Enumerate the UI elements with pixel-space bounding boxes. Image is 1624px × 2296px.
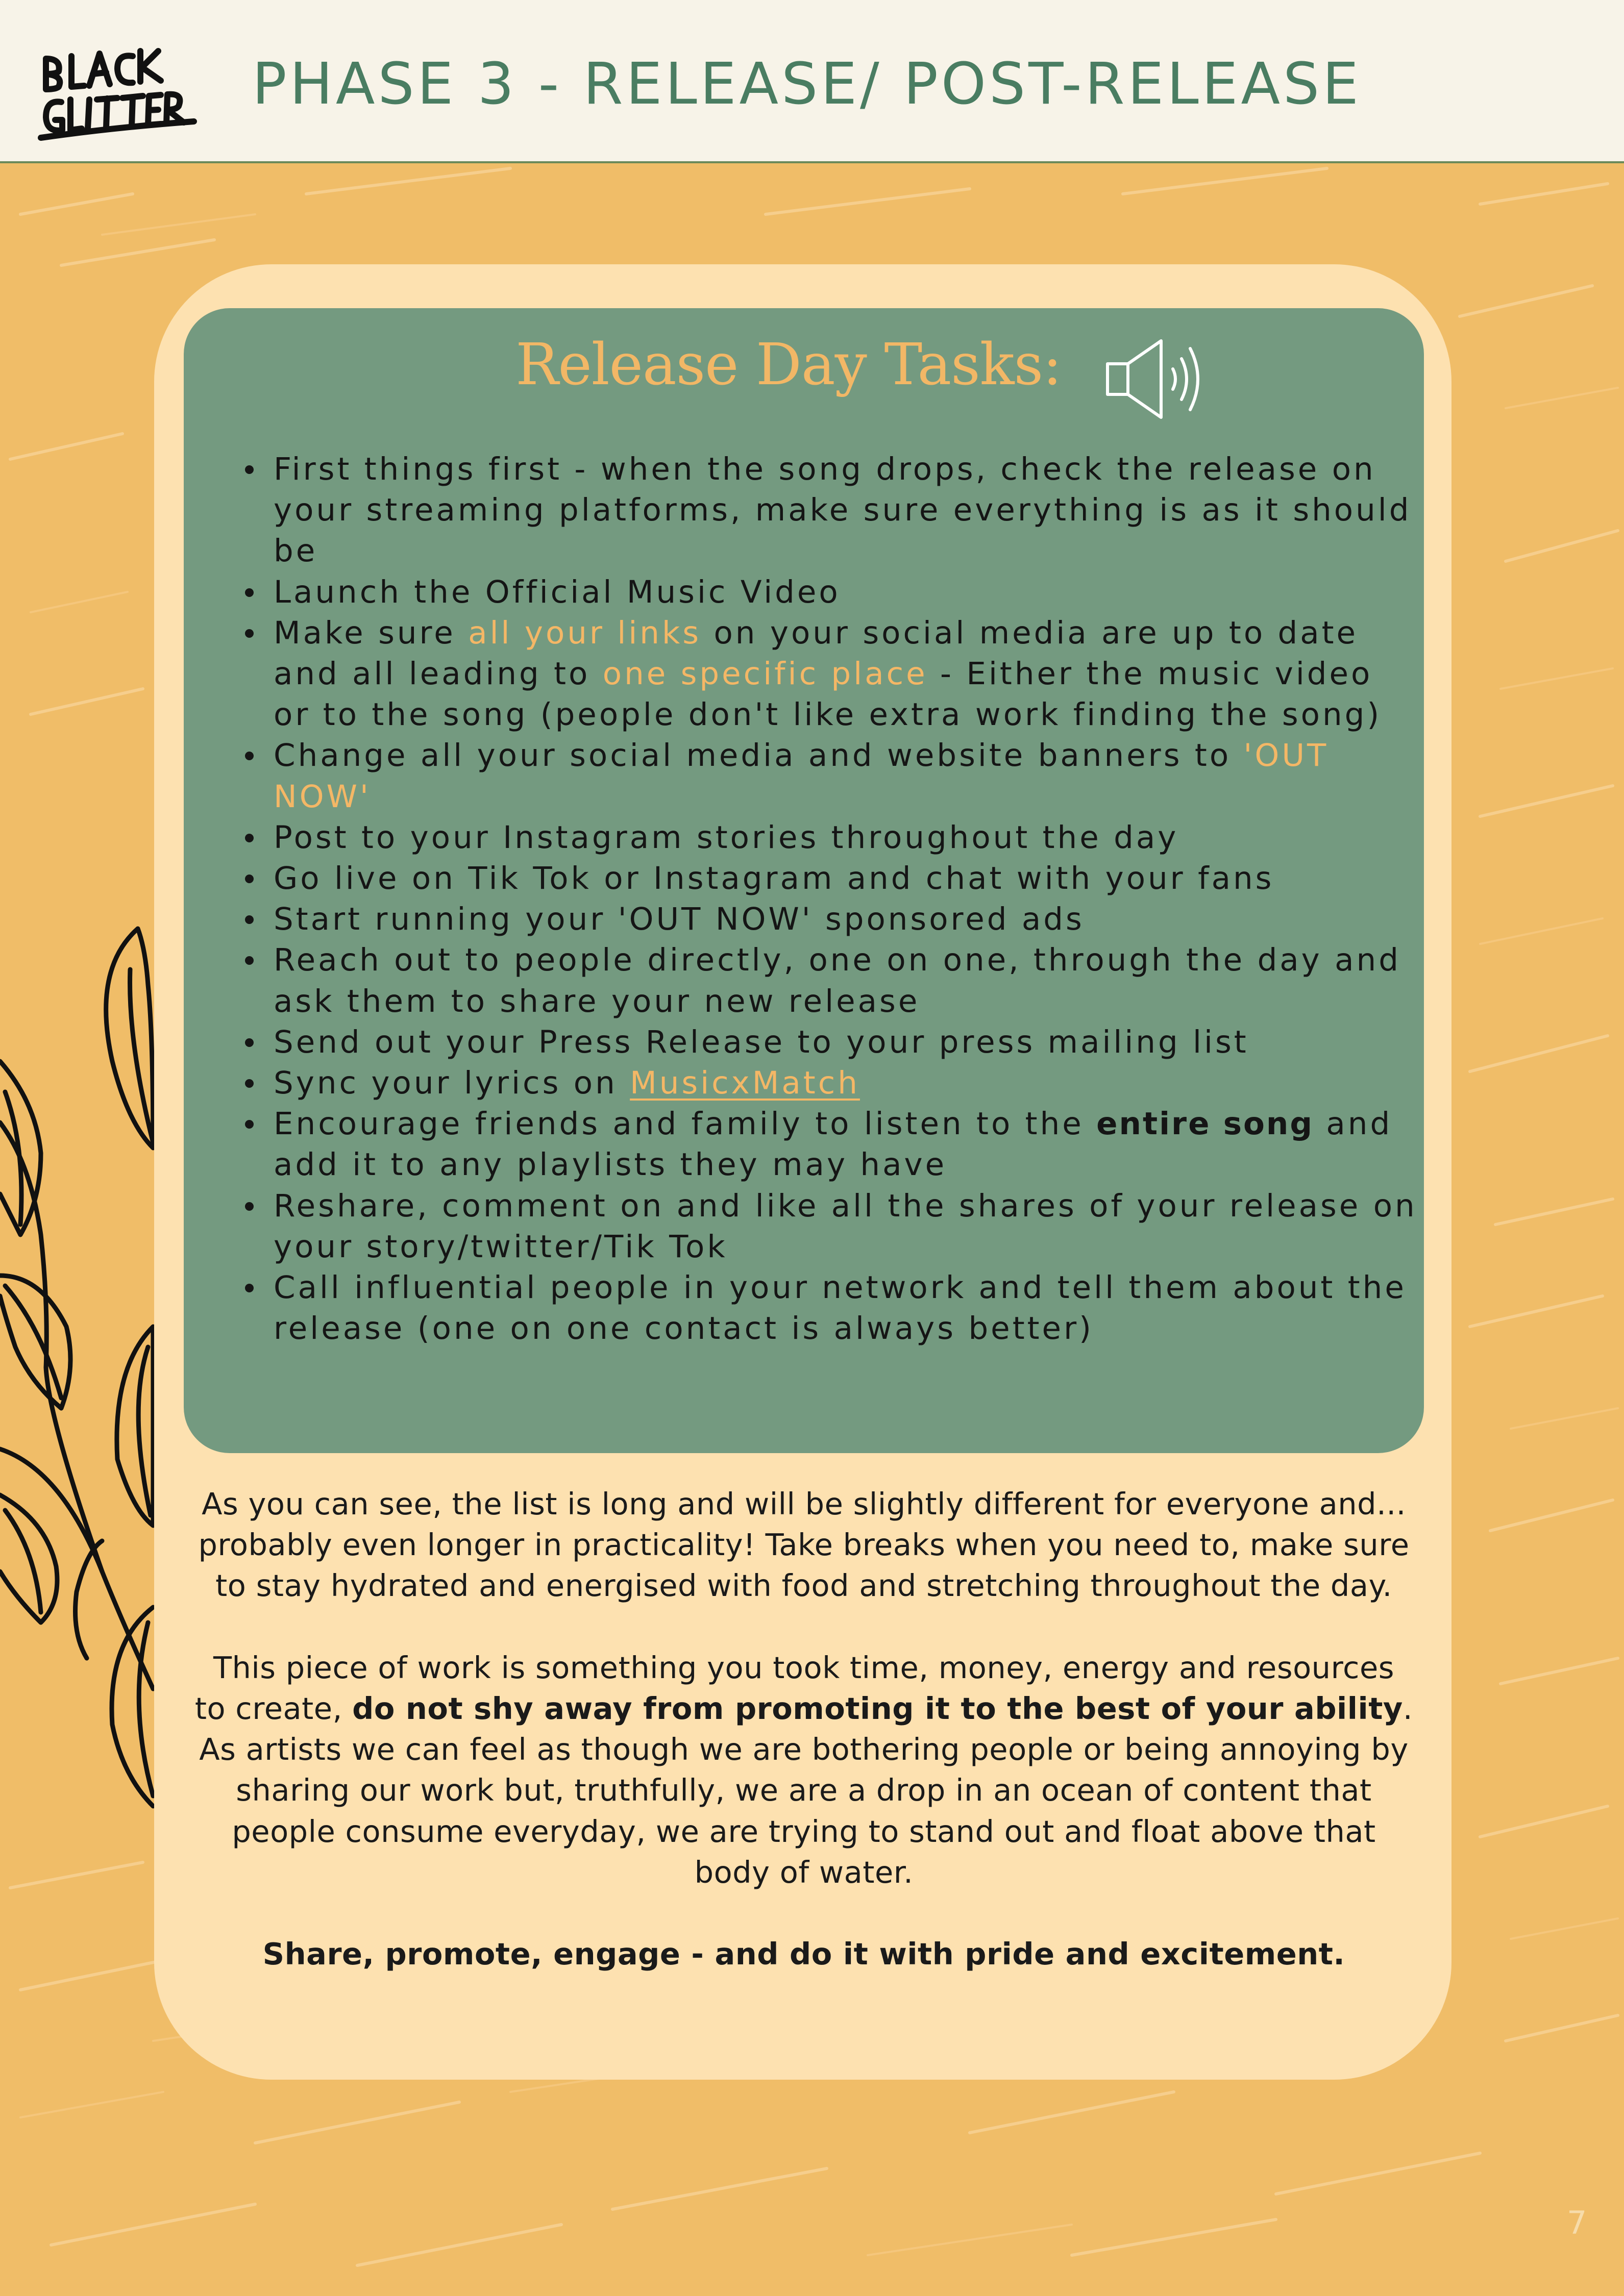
tasks-header bbox=[184, 332, 1424, 434]
list-item: Make sure all your links on your social media are up to date and all leading to one specific place - Either the music video or to the song (people don't like extra work finding the song) bbox=[274, 613, 1422, 736]
list-item: Send out your Press Release to your press mailing list bbox=[274, 1022, 1422, 1063]
plant-illustration bbox=[0, 908, 174, 1878]
highlight-text: one specific place bbox=[602, 656, 928, 692]
list-item: Change all your social media and website banners to 'OUT NOW' bbox=[274, 735, 1422, 817]
emphasis-text: do not shy away from promoting it to the best of your ability bbox=[352, 1691, 1403, 1726]
tasks-title: Release Day Tasks: bbox=[515, 332, 1062, 398]
list-item: First things first - when the song drops, check the release on your streaming platforms, make sure everything is as it should be bbox=[274, 449, 1422, 572]
list-item: Encourage friends and family to listen to the entire song and add it to any playlists they may have bbox=[274, 1104, 1422, 1185]
list-item: Go live on Tik Tok or Instagram and chat with your fans bbox=[274, 858, 1422, 899]
page-number: 7 bbox=[1567, 2204, 1587, 2241]
closing-statement: Share, promote, engage - and do it with pride and excitement. bbox=[262, 1936, 1345, 1972]
paragraph-1: As you can see, the list is long and will be slightly different for everyone and... probably even longer in practicality! Take breaks when you need to, make sure to stay hydrated and energised with food and stretching throughout the day. bbox=[198, 1486, 1410, 1604]
list-item: Post to your Instagram stories throughout the day bbox=[274, 817, 1422, 858]
highlight-text: 'OUT NOW' bbox=[274, 737, 1329, 815]
page-title: PHASE 3 - RELEASE/ POST-RELEASE bbox=[252, 51, 1362, 117]
list-item: Start running your 'OUT NOW' sponsored ads bbox=[274, 899, 1422, 940]
highlight-text: all your links bbox=[468, 614, 702, 651]
list-item: Launch the Official Music Video bbox=[274, 572, 1422, 613]
page-header bbox=[0, 0, 1624, 163]
emphasis-text: entire song bbox=[1096, 1106, 1314, 1142]
list-item: Sync your lyrics on MusicxMatch bbox=[274, 1063, 1422, 1104]
speaker-icon bbox=[1097, 336, 1210, 422]
body-text bbox=[194, 1484, 1414, 2016]
paragraph-2: This piece of work is something you took time, money, energy and resources to create, do not shy away from promoting it to the best of your ability. As artists we can feel as though we are bothering people or being annoying by sharing our work but, truthfully, we are a drop in an ocean of content that people consume everyday, we are trying to stand out and float above that body of water. bbox=[194, 1650, 1413, 1890]
list-item: Reach out to people directly, one on one, through the day and ask them to share your new release bbox=[274, 940, 1422, 1021]
list-item: Call influential people in your network and tell them about the release (one on one contact is always better) bbox=[274, 1267, 1422, 1349]
tasks-list bbox=[240, 449, 1422, 1349]
musicxmatch-link[interactable]: MusicxMatch bbox=[630, 1065, 860, 1102]
list-item: Reshare, comment on and like all the shares of your release on your story/twitter/Tik Tok bbox=[274, 1186, 1422, 1267]
